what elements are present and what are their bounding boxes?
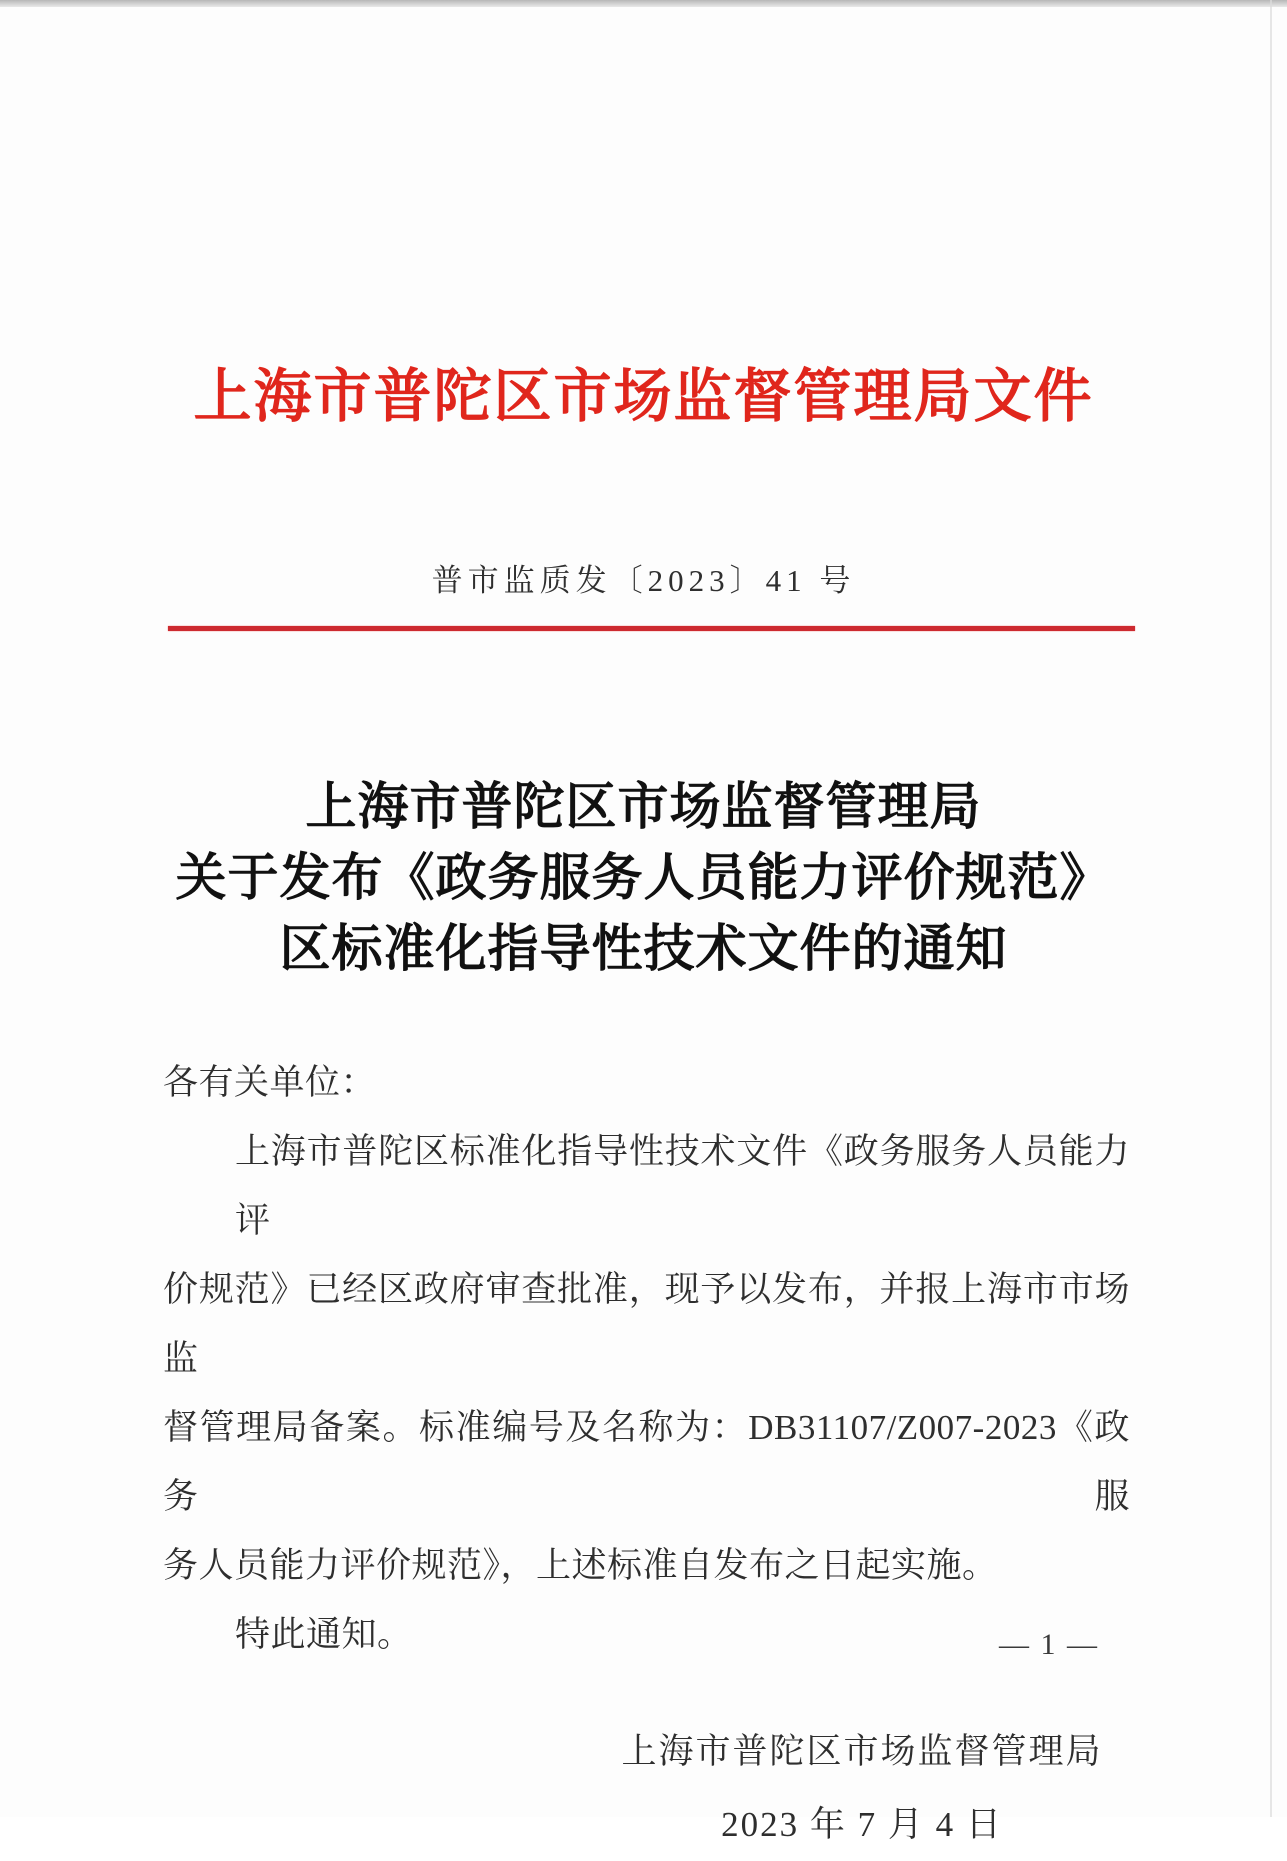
signature-block	[612, 1715, 1112, 1861]
body-line-4: 务人员能力评价规范》，上述标准自发布之日起实施。	[163, 1546, 998, 1585]
page-top-edge-shadow	[0, 0, 1287, 7]
document-number: 普市监质发〔2023〕41 号	[431, 563, 856, 598]
notice-title-line-2: 关于发布《政务服务人员能力评价规范》	[175, 851, 1112, 907]
notice-title-line-1: 上海市普陀区市场监督管理局	[305, 780, 982, 836]
agency-header-title: 上海市普陀区市场监督管理局文件	[193, 364, 1094, 429]
signature-agency: 上海市普陀区市场监督管理局	[621, 1732, 1103, 1771]
body-line-1: 上海市普陀区标准化指导性技术文件《政务服务人员能力评	[235, 1132, 1130, 1240]
notice-title	[0, 773, 1287, 986]
signature-date: 2023 年 7 月 4 日	[721, 1805, 1003, 1844]
body-line-2: 价规范》已经区政府审查批准，现予以发布，并报上海市市场监	[163, 1270, 1130, 1378]
page-right-edge-shadow	[1270, 0, 1272, 1817]
body-line-3: 督管理局备案。标准编号及名称为：DB31107/Z007-2023《政务服	[163, 1408, 1130, 1516]
salutation: 各有关单位：	[163, 1063, 377, 1102]
notice-body	[163, 1048, 1130, 1669]
body-line-closing: 特此通知。	[235, 1615, 413, 1654]
page-number: — 1 —	[999, 1628, 1099, 1661]
red-separator-line	[168, 626, 1135, 631]
notice-title-line-3: 区标准化指导性技术文件的通知	[279, 922, 1008, 978]
